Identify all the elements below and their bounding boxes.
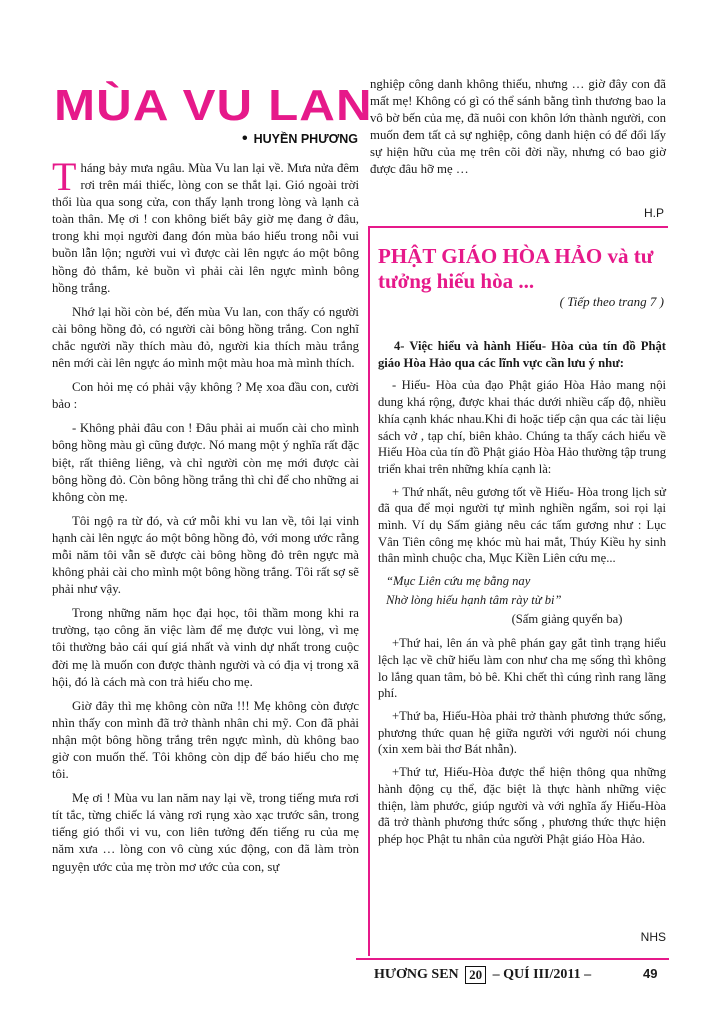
sidebar-paragraph: - Hiếu- Hòa của đạo Phật giáo Hòa Hảo mang nội dung khá rộng, được khai thác dưới nhiều cấp độ, nhiều khía cạnh khác nhau.Khi đi hoặc tiếp cận qua các tài liệu sách vở , tạp chí, biên khảo. Chúng ta thấy cách hiểu về Hiếu Hòa của tín đồ Phật giáo Hòa Hảo thường tập trung triển khai trên những khía cạnh là:: [378, 378, 666, 476]
drop-cap: T: [52, 154, 77, 199]
article-paragraph-text: háng bảy mưa ngâu. Mùa Vu lan lại về. Mưa nửa đêm rơi trên mái thiếc, lòng con se thắt lại. Gió ngoài trời thổi lùa qua song cửa, con thấy lạnh trong lòng và lạnh cả toàn thân. Mẹ ơi ! con không biết bây giờ mẹ đang ở đâu, trong khi mọi người đang đón mùa báo hiếu trong nỗi vui buồn lẫn lộn; người vui vì được cài lên ngực áo một bông hồng đỏ thắm, kẻ buồn vì phải cài lên ngực mình bông hồng trắng.: [52, 161, 359, 295]
article-body: [52, 154, 359, 883]
sidebar-paragraph: +Thứ ba, Hiếu-Hòa phải trở thành phương thức sống, phương thức quan hệ giữa người với người nói chung (xin xem bài thơ Bát nhẫn).: [378, 709, 666, 757]
continued-note: ( Tiếp theo trang 7 ): [559, 294, 664, 309]
issue-number: 20: [465, 966, 486, 984]
article-signature: H.P: [643, 206, 664, 220]
sidebar-paragraph: +Thứ hai, lên án và phê phán gay gắt tình trạng hiểu lệch lạc về chữ hiếu làm con như cha mẹ sống thì không lo lắng quan tâm, bỏ bê. Khi chết thì cúng rình rang lãng phí.: [378, 636, 666, 701]
poem-line: Nhờ lòng hiếu hạnh tâm rày từ bi”: [386, 592, 562, 607]
sidebar-signature: NHS: [640, 930, 666, 944]
sidebar-paragraph: + Thứ nhất, nêu gương tốt về Hiếu- Hòa trong lịch sử đã qua để mọi người tự mình nghiền ngẩm, soi rọi lại mình. Ví dụ Sấm giảng nêu các tấm gương như : Lục Vân Tiên công mẹ khóc mù hai mắt, Thúy Kiều hy sinh thân mình chuộc cha, Mục Kiền Liên cứu mẹ...: [378, 484, 666, 566]
footer-rule: [356, 958, 669, 960]
sidebar-heading: 4- Việc hiểu và hành Hiếu- Hòa của tín đồ Phật giáo Hòa Hảo qua các lĩnh vực cần lưu ý như:: [378, 339, 666, 370]
article-paragraph: Tôi ngộ ra từ đó, và cứ mỗi khi vu lan về, tôi lại vinh hạnh cài lên ngực áo một bông hồng đỏ, với mong ước rằng mỗi năm tôi vẫn sẽ được cài bông hồng đỏ trên ngực mà không phải cài cho mình một bông hồng trắng. Tôi rất sợ sẽ phải như vậy.: [52, 513, 359, 597]
bullet-icon: •: [242, 130, 248, 147]
article-paragraph: Nhớ lại hồi còn bé, đến mùa Vu lan, con thấy có người cài bông hồng đỏ, có người cài bông hồng trắng. Con nghĩ chắc người nầy thích màu đỏ, người kia thích màu trắng nên mới cài lên ngực áo mình một màu hoa mà mình thích.: [52, 304, 359, 371]
article-title: MÙA VU LAN: [54, 81, 373, 130]
issue-quarter: – QUÍ III/2011 –: [492, 967, 592, 982]
article-paragraph: Giờ đây thì mẹ không còn nữa !!! Mẹ không còn được nhìn thấy con mình đã trở thành nhân chi mỹ. Con đã phải nhận một bông hồng trắng trên ngực mình, dù không bao giờ con muốn thế. Tôi không còn dịp để báo hiếu cho mẹ tôi.: [52, 698, 359, 782]
article-author: [226, 130, 358, 148]
article-continuation: [370, 76, 666, 179]
poem-source: (Sấm giảng quyển ba): [511, 611, 623, 626]
sidebar-title: PHẬT GIÁO HÒA HẢO và tư tưởng hiếu hòa ...: [378, 244, 654, 293]
article-paragraph: Mẹ ơi ! Mùa vu lan năm nay lại về, trong tiếng mưa rơi tít tắc, từng chiếc lá vàng rơi rụng xào xạc trước sân, trong tiếng gió thổi vi vu, con liên tưởng đến tiếng ru của mẹ năm xưa … lòng con vô cùng xúc động, con đã làm tròn nguyện ước của mẹ tròn mơ ước của con, sự: [52, 791, 359, 874]
sidebar-border-left: [368, 226, 370, 956]
sidebar-paragraph: +Thứ tư, Hiếu-Hòa được thể hiện thông qua những hành động cụ thể, đặc biệt là thực hành những việc thiện, làm phước, giúp người và với nghĩa ấy Hiếu-Hòa đã trở thành phương thức sống , phương thức thực hiện phép học Phật tu nhân của người Phật giáo Hòa Hảo.: [378, 765, 666, 846]
article-paragraph: [52, 154, 359, 297]
continuation-paragraph: nghiệp công danh không thiếu, nhưng … giờ đây con đã mất mẹ! Không có gì có thể sánh bằng tình thương bao la vô bờ bến của mẹ, đã nuôi con khôn lớn thành người, con muốn đem tất cả sự nghiệp, công danh hiện có để đổi lấy sự hiện hữu của mẹ trên cõi đời nầy, nhưng có bao giờ được đâu hỡ mẹ …: [370, 77, 666, 177]
poem-line: “Mục Liên cứu mẹ bằng nay: [386, 574, 531, 589]
article-paragraph: Trong những năm học đại học, tôi thầm mong khi ra trường, tạo công ăn việc làm để mẹ được vui lòng, vì mẹ tôi thường bảo cái quí giá nhất và vinh dự nhất trong cuộc đời mẹ là muốn con được thành người và có địa vị trong xã hội, đó là cách mà con trả hiếu cho mẹ.: [52, 606, 359, 689]
page-footer: [374, 966, 674, 990]
article-paragraph: Con hỏi mẹ có phải vậy không ? Mẹ xoa đầu con, cười bảo :: [52, 380, 359, 412]
magazine-name: HƯƠNG SEN: [374, 967, 459, 982]
sidebar-body: [378, 338, 666, 854]
author-name: HUYỀN PHƯƠNG: [253, 132, 358, 146]
sidebar-border-top: [368, 226, 668, 228]
article-paragraph: - Không phải đâu con ! Đâu phải ai muốn cài cho mình bông hồng màu gì cũng được. Nó mang một ý nghĩa rất đặc biệt, rất thiêng liêng, và chỉ người còn mẹ mới được cài bông hồng đỏ. Còn bông hồng trắng thì chỉ để cho những ai không còn mẹ.: [52, 421, 359, 504]
page-number: 49: [643, 966, 658, 981]
